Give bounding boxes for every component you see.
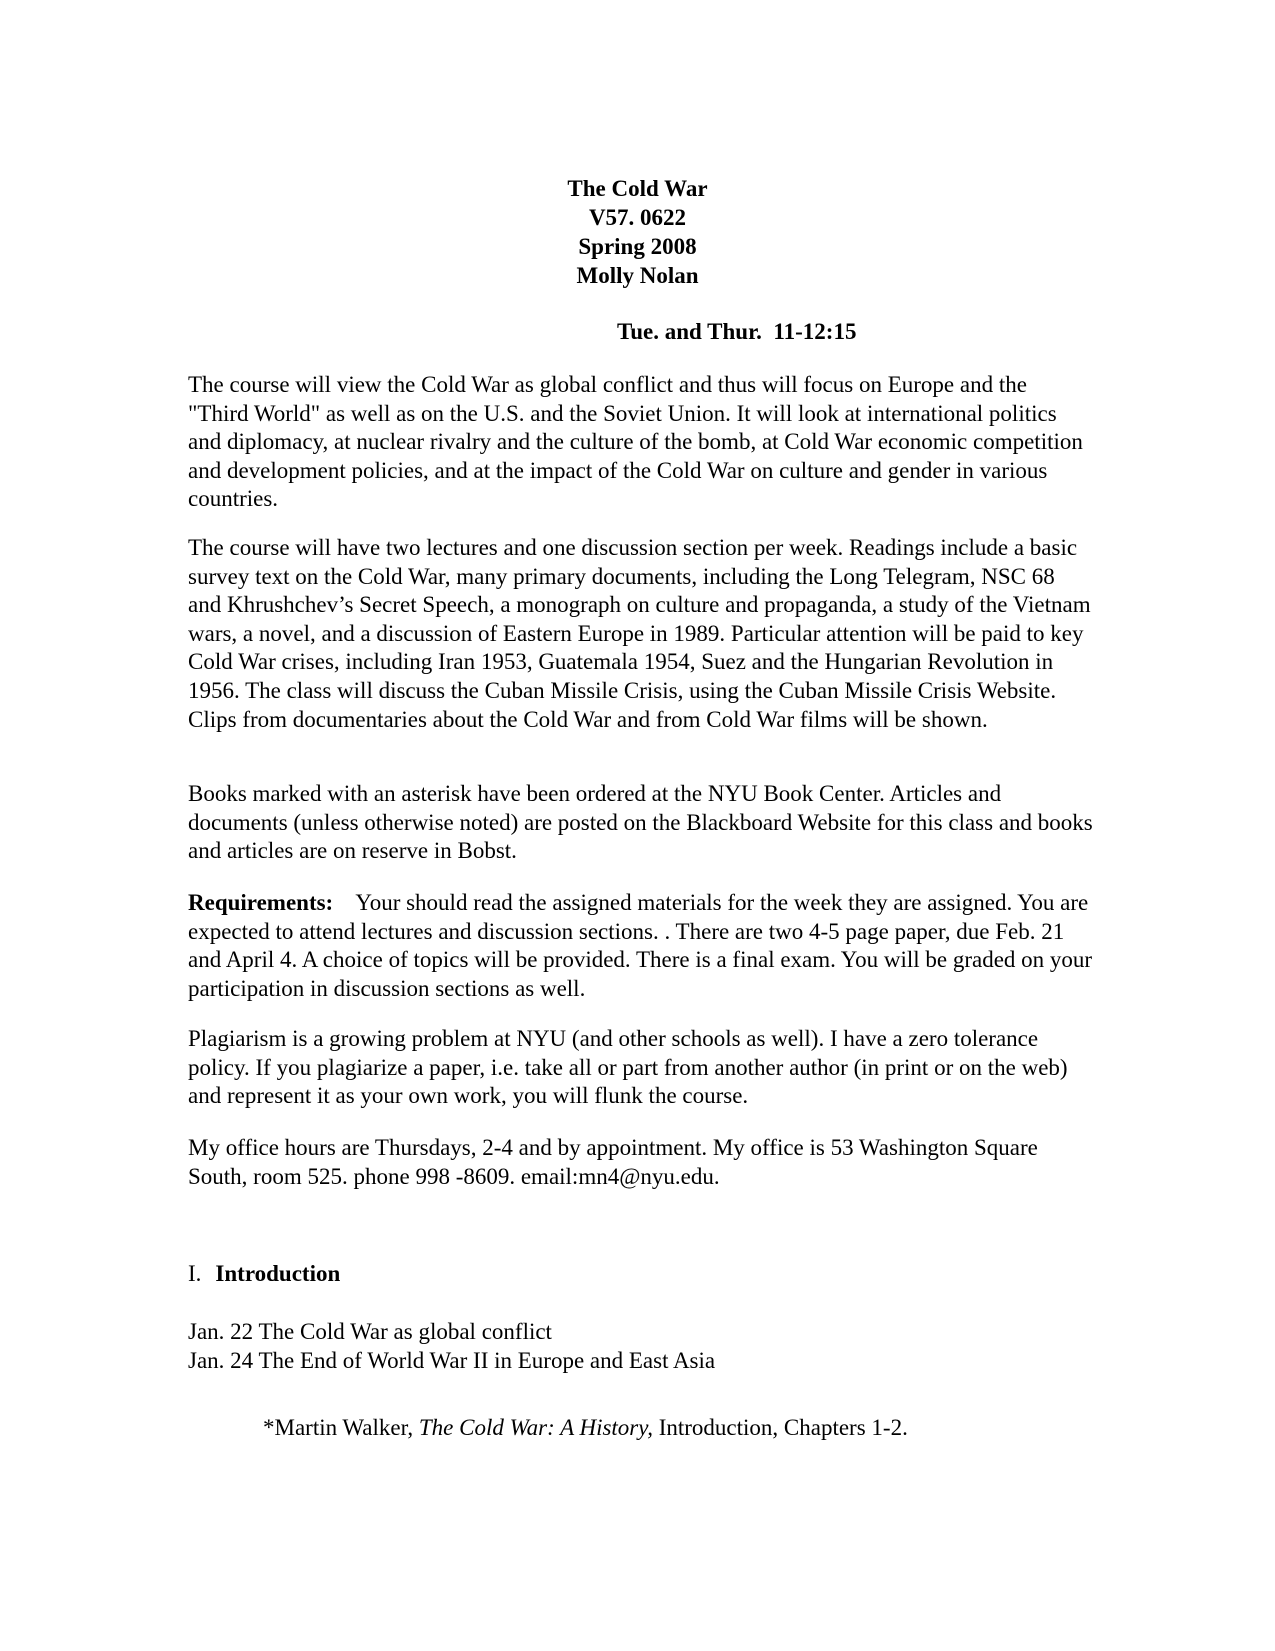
course-title: The Cold War: [567, 176, 708, 201]
course-number: V57. 0622: [588, 205, 687, 230]
reading-chapters: Introduction, Chapters 1-2.: [652, 1415, 908, 1440]
reading-book-title: The Cold War: A History,: [418, 1415, 653, 1440]
instructor-name: Molly Nolan: [576, 263, 699, 288]
format-text: The course will have two lectures and one discussion section per week. Readings include a basic survey text on the Cold War, many primary documents, including the Long Telegram, NSC 68 and Khrushchev’s Secret Speech, a monograph on culture and propaganda, a study of the Vietnam wars, a novel, and a discussion of Eastern Europe in 1989. Particular attention will be paid to key Cold War crises, including Iran 1953, Guatemala 1954, Suez and the Hungarian Revolution in 1956. The class will discuss the Cuban Missile Crisis, using the Cuban Missile Crisis Website. Clips from documentaries about the Cold War and from Cold War films will be shown.: [188, 535, 1091, 732]
schedule-item: Jan. 24 The End of World War II in Europe and East Asia: [188, 1348, 716, 1373]
requirements-text: Your should read the assigned materials for the week they are assigned. You are expected to attend lectures and discussion sections. . There are two 4-5 page paper, due Feb. 21 and April 4. A choice of topics will be provided. There is a final exam. You will be graded on your participation in discussion sections as well.: [188, 890, 1093, 1001]
section-heading: [188, 1259, 340, 1288]
books-paragraph: [188, 780, 1093, 866]
requirements-label: Requirements:: [188, 890, 334, 915]
plagiarism-text: Plagiarism is a growing problem at NYU (and other schools as well). I have a zero tolerance policy. If you plagiarize a paper, i.e. take all or part from another author (in print or on the web) and represent it as your own work, you will flunk the course.: [188, 1026, 1068, 1109]
schedule-item: Jan. 22 The Cold War as global conflict: [188, 1319, 552, 1344]
section-number: I.: [188, 1261, 202, 1286]
section-title: Introduction: [215, 1261, 341, 1286]
meeting-time: Tue. and Thur. 11-12:15: [617, 319, 857, 344]
office-hours-text: My office hours are Thursdays, 2-4 and by appointment. My office is 53 Washington Square South, room 525. phone 998 -8609. email:mn4@nyu.edu.: [188, 1135, 1038, 1189]
plagiarism-paragraph: [188, 1025, 1093, 1111]
syllabus-header: [0, 174, 1275, 290]
course-term: Spring 2008: [578, 234, 697, 259]
format-paragraph: [188, 534, 1093, 734]
overview-paragraph: [188, 371, 1093, 514]
reading-assignment: [263, 1413, 908, 1442]
books-text: Books marked with an asterisk have been ordered at the NYU Book Center. Articles and documents (unless otherwise noted) are posted on the Blackboard Website for this class and books and articles are on reserve in Bobst.: [188, 781, 1093, 864]
overview-text: The course will view the Cold War as global conflict and thus will focus on Europe and the "Third World" as well as on the U.S. and the Soviet Union. It will look at international politics and diplomacy, at nuclear rivalry and the culture of the bomb, at Cold War economic competition and development policies, and at the impact of the Cold War on culture and gender in various countries.: [188, 372, 1083, 512]
section-schedule: [188, 1317, 715, 1375]
requirements-paragraph: [188, 889, 1093, 1003]
office-hours-paragraph: [188, 1134, 1093, 1191]
reading-author: *Martin Walker,: [263, 1415, 419, 1440]
